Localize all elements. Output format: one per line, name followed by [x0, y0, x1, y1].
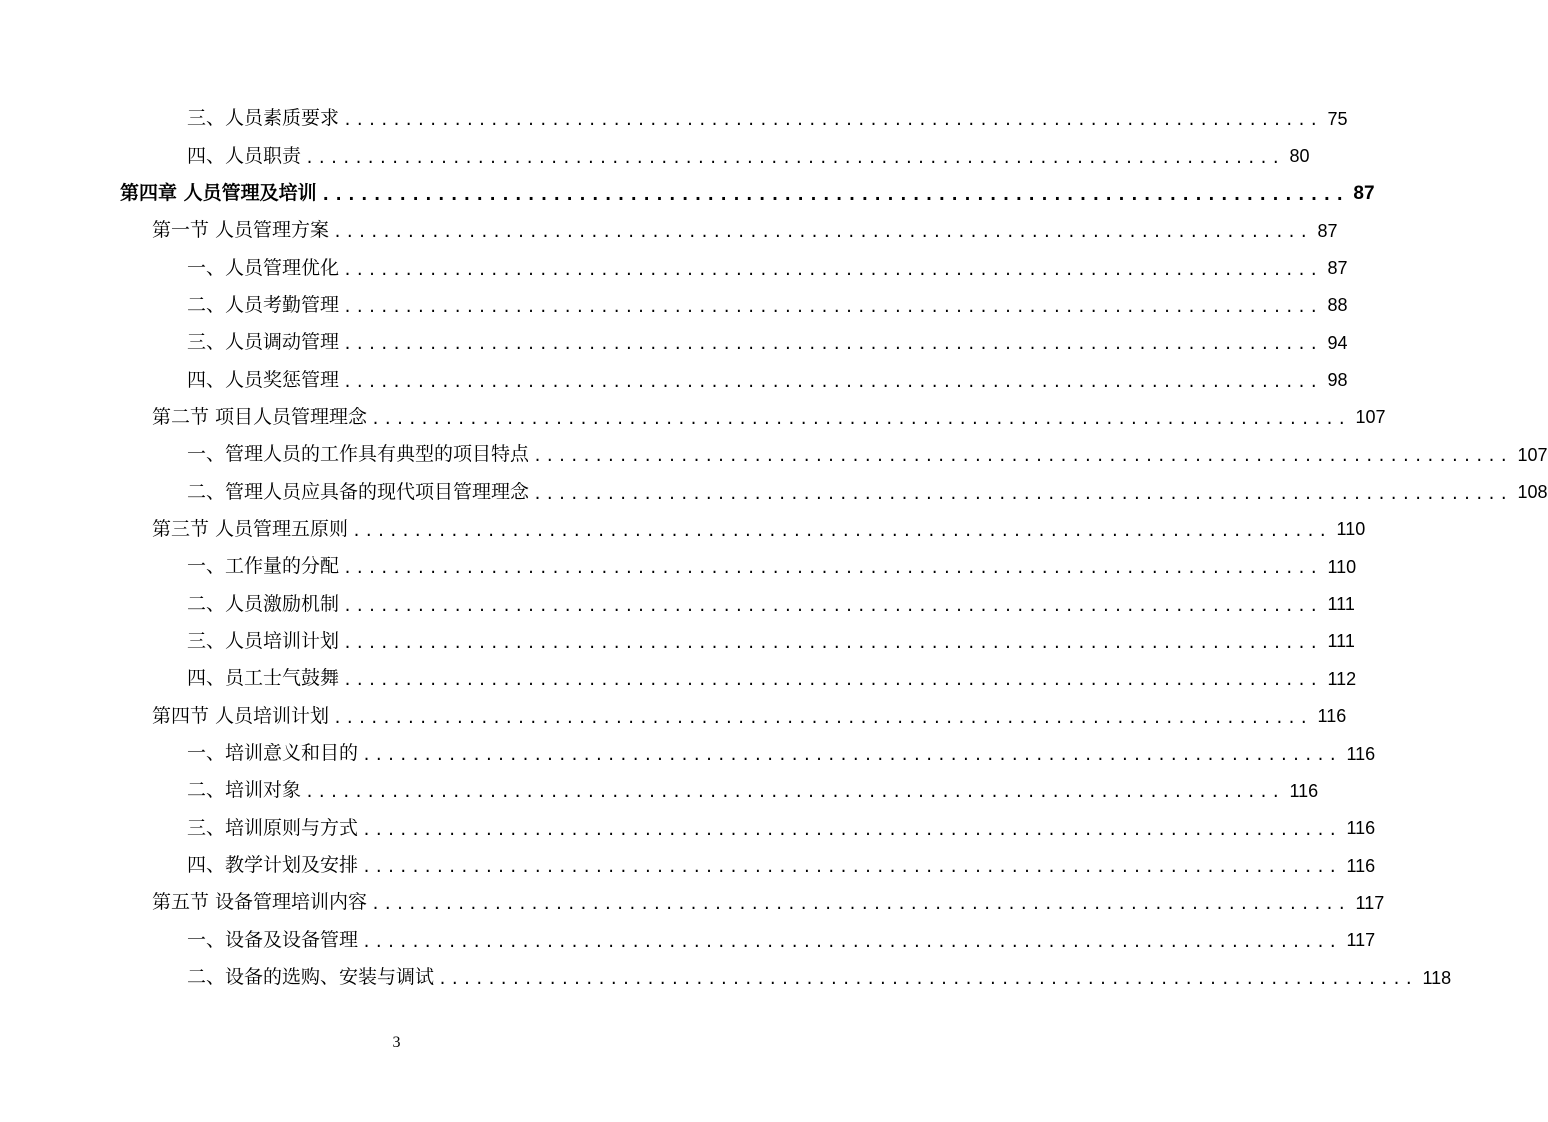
toc-entry[interactable] [0, 287, 1348, 324]
toc-dot-leader: ................................................................................ [371, 409, 1350, 428]
toc-entry-title: 第四节 人员培训计划 [152, 704, 330, 727]
toc-entry-title: 二、管理人员应具备的现代项目管理理念 [187, 480, 530, 503]
toc-entry[interactable] [0, 175, 1375, 212]
toc-entry[interactable] [0, 959, 1452, 996]
toc-entry-title: 三、人员素质要求 [187, 107, 340, 130]
toc-entry-title: 第三节 人员管理五原则 [152, 517, 349, 540]
toc-entry-title: 四、人员奖惩管理 [187, 368, 340, 391]
toc-entry[interactable] [0, 585, 1355, 622]
toc-entry-page: 98 [1327, 370, 1348, 391]
toc-entry-page: 88 [1327, 295, 1348, 316]
toc-entry[interactable] [0, 847, 1376, 884]
table-of-contents [0, 100, 1548, 996]
toc-entry-title: 第四章 人员管理及培训 [120, 181, 317, 204]
toc-entry-title: 四、员工士气鼓舞 [187, 667, 340, 690]
toc-entry-title: 二、人员考勤管理 [187, 293, 340, 316]
toc-entry-title: 二、人员激励机制 [187, 592, 340, 615]
toc-entry-page: 116 [1346, 743, 1376, 764]
toc-entry[interactable] [0, 884, 1385, 921]
toc-entry-page: 87 [1327, 258, 1348, 279]
toc-entry-title: 三、人员调动管理 [187, 331, 340, 354]
toc-entry-page: 111 [1327, 631, 1355, 652]
toc-entry-page: 118 [1422, 967, 1452, 988]
toc-entry-page: 75 [1327, 108, 1348, 129]
toc-entry-page: 116 [1289, 780, 1319, 801]
toc-entry[interactable] [0, 249, 1348, 286]
toc-entry[interactable] [0, 399, 1386, 436]
toc-entry[interactable] [0, 361, 1348, 398]
toc-entry-page: 116 [1346, 855, 1376, 876]
toc-dot-leader: ................................................................................ [533, 484, 1512, 503]
toc-dot-leader: ................................................................................ [438, 970, 1417, 989]
toc-dot-leader: ................................................................................ [362, 932, 1341, 951]
toc-entry-page: 111 [1327, 594, 1355, 615]
toc-entry-title: 第一节 人员管理方案 [152, 219, 330, 242]
toc-entry-title: 第五节 设备管理培训内容 [152, 891, 368, 914]
toc-dot-leader: ................................................................................ [371, 895, 1350, 914]
toc-dot-leader: ................................................................................ [305, 783, 1284, 802]
toc-entry[interactable] [0, 473, 1548, 510]
toc-dot-leader: ................................................................................ [343, 111, 1322, 130]
toc-entry[interactable] [0, 436, 1548, 473]
toc-entry[interactable] [0, 623, 1355, 660]
toc-entry[interactable] [0, 922, 1376, 959]
toc-entry[interactable] [0, 137, 1310, 174]
toc-entry-page: 107 [1517, 444, 1548, 465]
toc-entry-title: 二、设备的选购、安装与调试 [187, 966, 435, 989]
toc-dot-leader: ................................................................................ [343, 372, 1322, 391]
toc-entry[interactable] [0, 810, 1376, 847]
toc-dot-leader: ................................................................................ [343, 596, 1322, 615]
toc-entry-page: 116 [1346, 818, 1376, 839]
toc-dot-leader: ................................................................................ [320, 184, 1348, 205]
toc-entry[interactable] [0, 772, 1319, 809]
toc-entry-title: 一、管理人员的工作具有典型的项目特点 [187, 443, 530, 466]
toc-entry-title: 四、人员职责 [187, 144, 302, 167]
toc-dot-leader: ................................................................................ [343, 633, 1322, 652]
toc-entry[interactable] [0, 511, 1366, 548]
page-number: 3 [392, 1034, 401, 1051]
toc-entry-page: 117 [1346, 930, 1376, 951]
toc-dot-leader: ................................................................................ [333, 708, 1312, 727]
toc-entry-title: 一、人员管理优化 [187, 256, 340, 279]
toc-entry[interactable] [0, 698, 1347, 735]
toc-entry-title: 三、培训原则与方式 [187, 816, 359, 839]
toc-dot-leader: ................................................................................ [533, 447, 1512, 466]
toc-entry-title: 三、人员培训计划 [187, 629, 340, 652]
toc-dot-leader: ................................................................................ [362, 820, 1341, 839]
toc-entry-page: 94 [1327, 332, 1348, 353]
toc-dot-leader: ................................................................................ [333, 223, 1312, 242]
toc-dot-leader: ................................................................................ [352, 521, 1331, 540]
toc-dot-leader: ................................................................................ [343, 335, 1322, 354]
toc-entry-title: 二、培训对象 [187, 779, 302, 802]
toc-entry-page: 87 [1353, 182, 1375, 204]
toc-entry-page: 110 [1327, 556, 1357, 577]
toc-entry-page: 107 [1355, 407, 1386, 428]
toc-entry-page: 112 [1327, 668, 1357, 689]
toc-entry-title: 第二节 项目人员管理理念 [152, 405, 368, 428]
toc-entry[interactable] [0, 735, 1376, 772]
toc-dot-leader: ................................................................................ [343, 260, 1322, 279]
toc-entry-title: 四、教学计划及安排 [187, 854, 359, 877]
toc-dot-leader: ................................................................................ [305, 148, 1284, 167]
toc-entry-title: 一、培训意义和目的 [187, 742, 359, 765]
toc-entry-page: 117 [1355, 892, 1385, 913]
toc-entry[interactable] [0, 660, 1357, 697]
toc-entry[interactable] [0, 324, 1348, 361]
toc-dot-leader: ................................................................................ [362, 858, 1341, 877]
toc-entry-page: 80 [1289, 146, 1310, 167]
toc-dot-leader: ................................................................................ [343, 671, 1322, 690]
toc-entry-page: 116 [1317, 706, 1347, 727]
toc-entry-page: 110 [1336, 519, 1366, 540]
toc-entry[interactable] [0, 548, 1357, 585]
toc-entry[interactable] [0, 100, 1348, 137]
toc-entry-title: 一、工作量的分配 [187, 555, 340, 578]
toc-dot-leader: ................................................................................ [343, 297, 1322, 316]
toc-entry-title: 一、设备及设备管理 [187, 928, 359, 951]
toc-entry-page: 87 [1317, 220, 1338, 241]
toc-dot-leader: ................................................................................ [343, 559, 1322, 578]
toc-dot-leader: ................................................................................ [362, 746, 1341, 765]
toc-entry[interactable] [0, 212, 1338, 249]
toc-entry-page: 108 [1517, 482, 1548, 503]
